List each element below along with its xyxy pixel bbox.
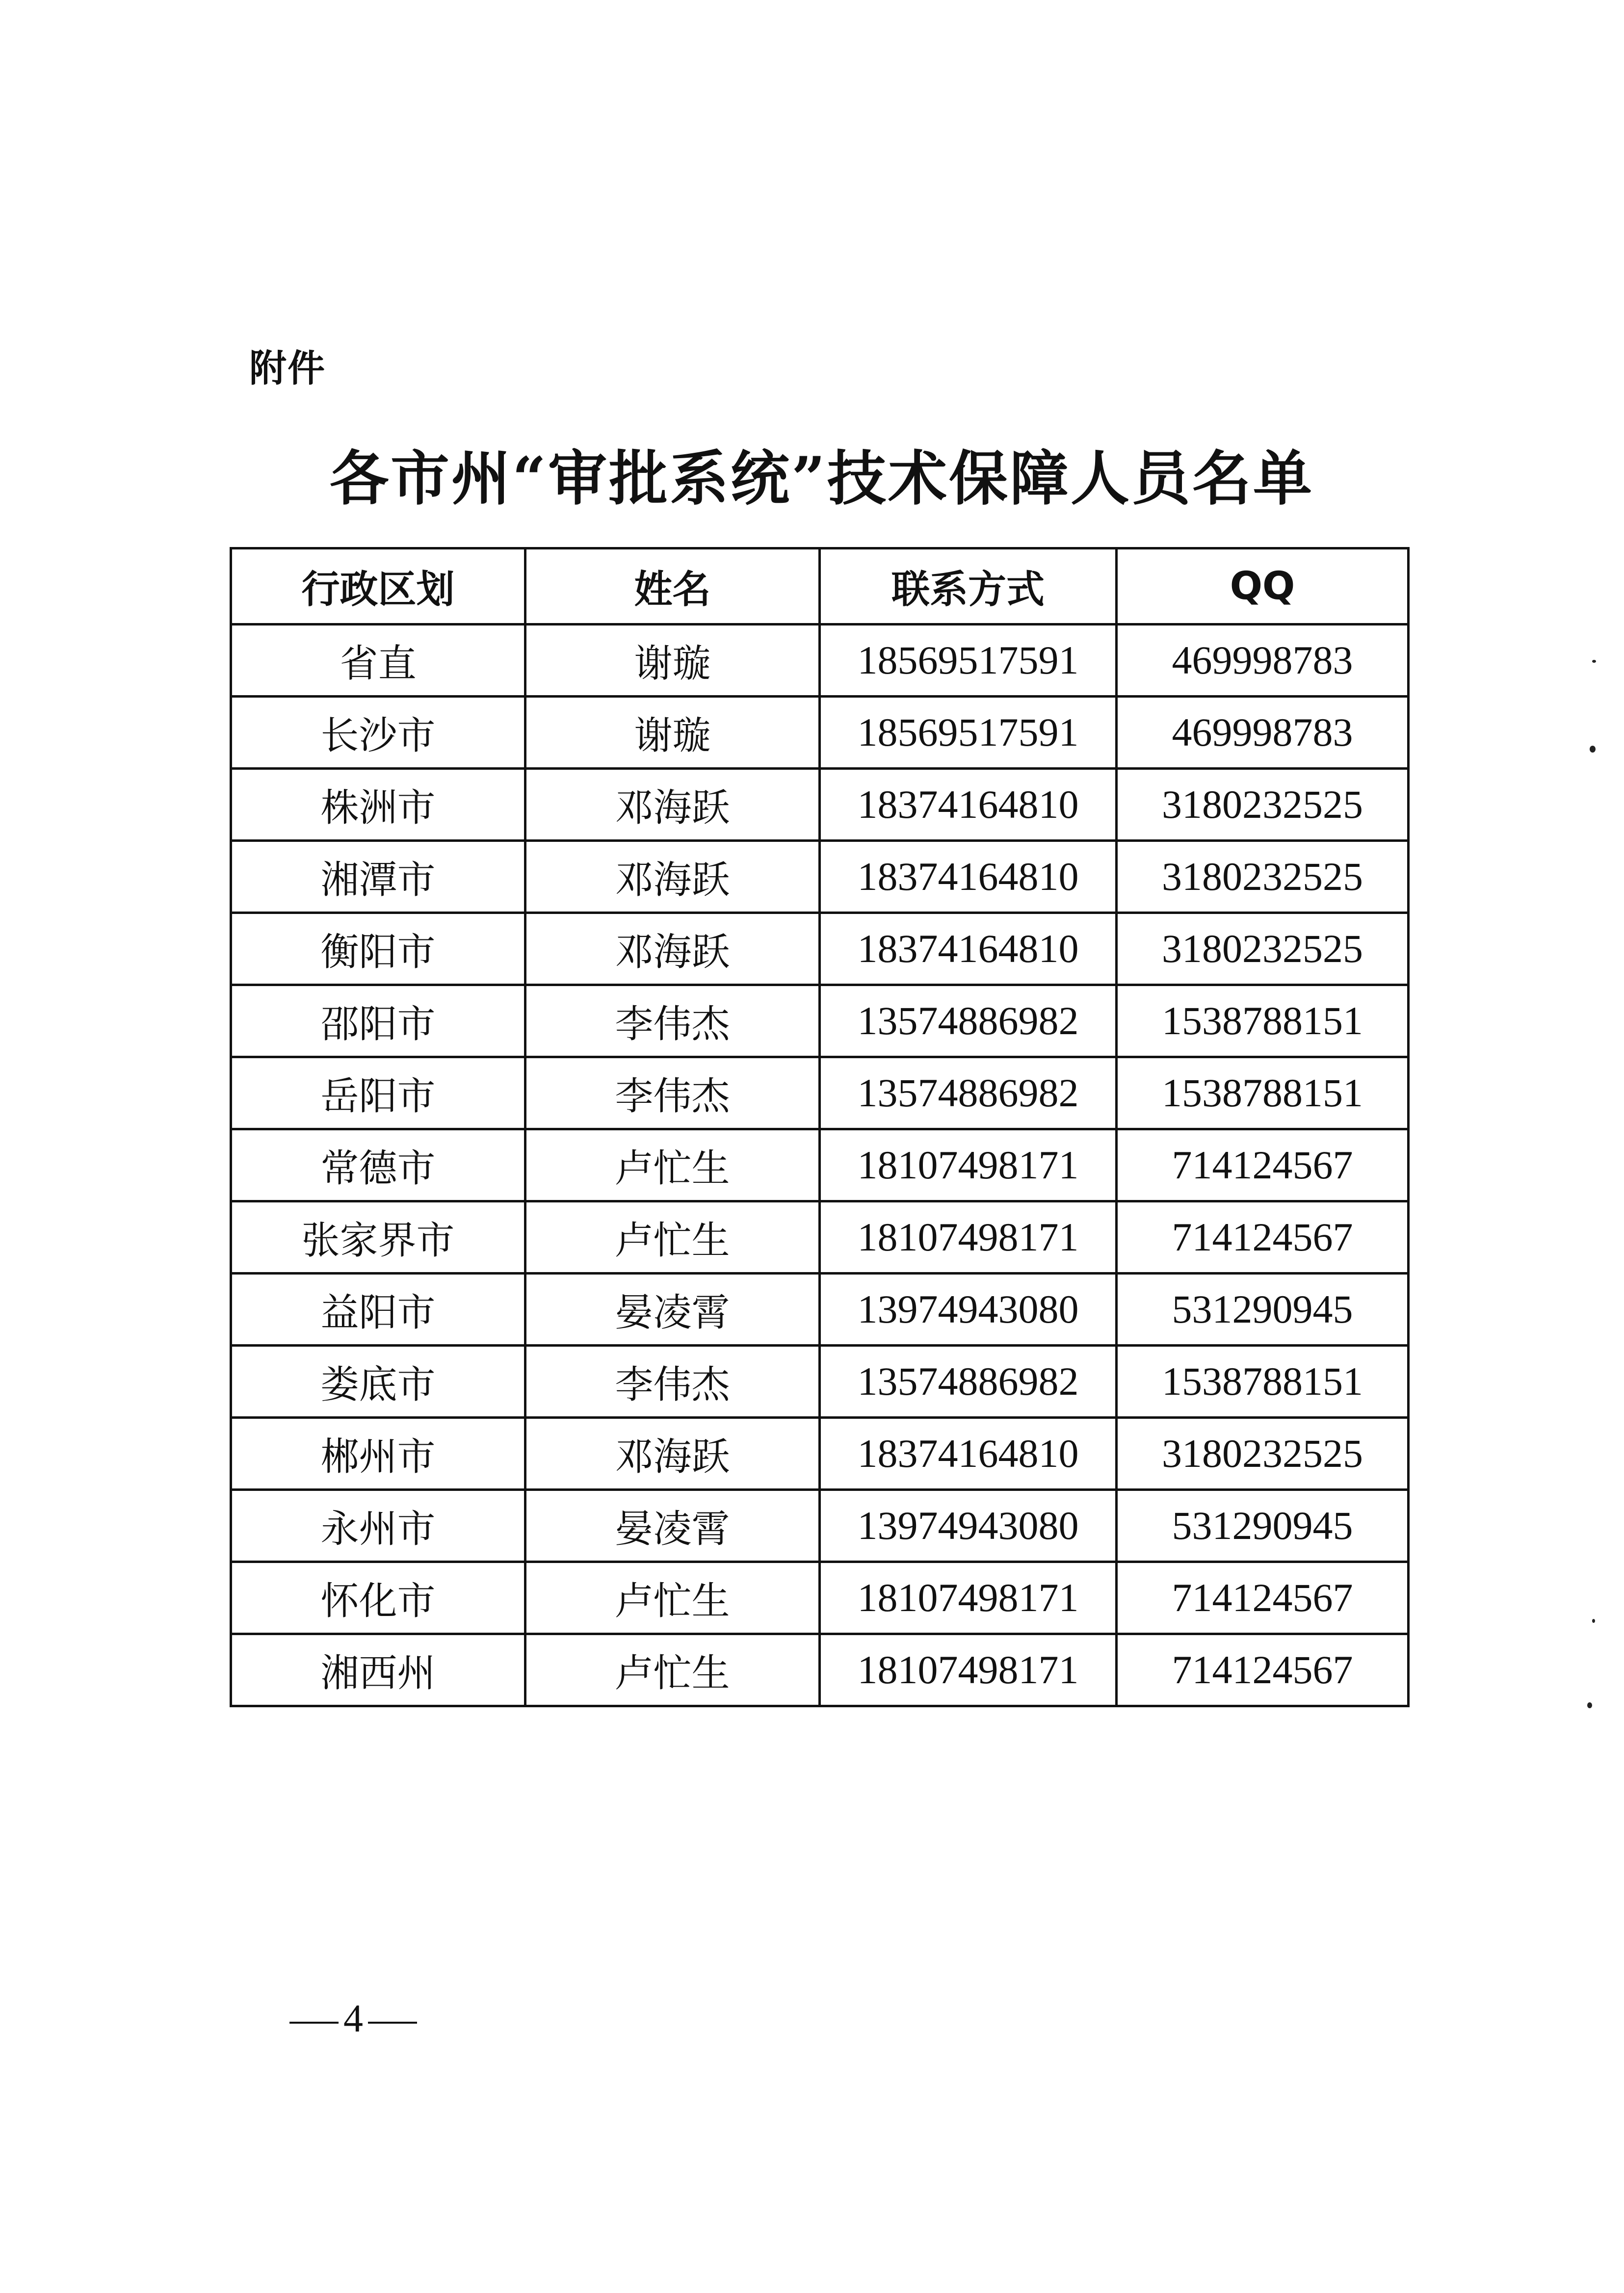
cell-name: 晏凌霄 bbox=[525, 1274, 820, 1346]
table-row bbox=[231, 1057, 1409, 1129]
cell-phone: 13974943080 bbox=[820, 1490, 1117, 1562]
cell-phone: 13574886982 bbox=[820, 1346, 1117, 1418]
cell-region: 益阳市 bbox=[231, 1274, 525, 1346]
cell-region: 衡阳市 bbox=[231, 913, 525, 985]
table-row bbox=[231, 1562, 1409, 1634]
header-contact: 联系方式 bbox=[820, 548, 1117, 625]
cell-region: 常德市 bbox=[231, 1129, 525, 1201]
scan-speck bbox=[1587, 1702, 1592, 1708]
cell-name: 谢璇 bbox=[525, 625, 820, 697]
cell-phone: 13574886982 bbox=[820, 985, 1117, 1057]
cell-region: 娄底市 bbox=[231, 1346, 525, 1418]
cell-name: 邓海跃 bbox=[525, 1418, 820, 1490]
page-number bbox=[285, 1997, 422, 2041]
page-number-dash-right bbox=[368, 2022, 417, 2024]
cell-qq: 1538788151 bbox=[1117, 1346, 1409, 1418]
cell-phone: 13974943080 bbox=[820, 1274, 1117, 1346]
scan-speck bbox=[1592, 1619, 1595, 1623]
cell-name: 卢忙生 bbox=[525, 1201, 820, 1274]
cell-qq: 714124567 bbox=[1117, 1634, 1409, 1706]
cell-qq: 714124567 bbox=[1117, 1129, 1409, 1201]
table-row bbox=[231, 1418, 1409, 1490]
cell-region: 湘西州 bbox=[231, 1634, 525, 1706]
cell-name: 李伟杰 bbox=[525, 985, 820, 1057]
cell-phone: 18107498171 bbox=[820, 1129, 1117, 1201]
cell-name: 谢璇 bbox=[525, 697, 820, 769]
cell-qq: 531290945 bbox=[1117, 1274, 1409, 1346]
cell-name: 邓海跃 bbox=[525, 769, 820, 841]
table-row bbox=[231, 1274, 1409, 1346]
cell-phone: 18374164810 bbox=[820, 913, 1117, 985]
cell-region: 长沙市 bbox=[231, 697, 525, 769]
cell-phone: 18107498171 bbox=[820, 1201, 1117, 1274]
cell-name: 卢忙生 bbox=[525, 1562, 820, 1634]
cell-qq: 3180232525 bbox=[1117, 769, 1409, 841]
document-title: 各市州“审批系统”技术保障人员名单 bbox=[329, 444, 1314, 513]
table-row bbox=[231, 841, 1409, 913]
header-name: 姓名 bbox=[525, 548, 820, 625]
cell-phone: 18107498171 bbox=[820, 1634, 1117, 1706]
page-number-dash-left bbox=[289, 2022, 339, 2024]
cell-region: 湘潭市 bbox=[231, 841, 525, 913]
cell-name: 晏凌霄 bbox=[525, 1490, 820, 1562]
cell-qq: 714124567 bbox=[1117, 1201, 1409, 1274]
cell-qq: 3180232525 bbox=[1117, 913, 1409, 985]
page-number-value: 4 bbox=[343, 1997, 363, 2040]
cell-region: 永州市 bbox=[231, 1490, 525, 1562]
cell-region: 岳阳市 bbox=[231, 1057, 525, 1129]
cell-name: 李伟杰 bbox=[525, 1057, 820, 1129]
cell-phone: 18107498171 bbox=[820, 1562, 1117, 1634]
table-row bbox=[231, 1346, 1409, 1418]
cell-phone: 18374164810 bbox=[820, 1418, 1117, 1490]
cell-region: 怀化市 bbox=[231, 1562, 525, 1634]
cell-qq: 469998783 bbox=[1117, 697, 1409, 769]
cell-phone: 18569517591 bbox=[820, 625, 1117, 697]
cell-qq: 1538788151 bbox=[1117, 985, 1409, 1057]
table-row bbox=[231, 1634, 1409, 1706]
table-row bbox=[231, 697, 1409, 769]
table-row bbox=[231, 1490, 1409, 1562]
cell-region: 省直 bbox=[231, 625, 525, 697]
cell-name: 李伟杰 bbox=[525, 1346, 820, 1418]
cell-qq: 714124567 bbox=[1117, 1562, 1409, 1634]
cell-qq: 3180232525 bbox=[1117, 1418, 1409, 1490]
scan-speck bbox=[1590, 746, 1596, 753]
cell-phone: 18374164810 bbox=[820, 841, 1117, 913]
cell-name: 邓海跃 bbox=[525, 841, 820, 913]
cell-phone: 18569517591 bbox=[820, 697, 1117, 769]
header-qq: QQ bbox=[1117, 548, 1409, 625]
staff-table bbox=[230, 547, 1410, 1707]
table-header-row bbox=[231, 548, 1409, 625]
cell-phone: 18374164810 bbox=[820, 769, 1117, 841]
table-row bbox=[231, 985, 1409, 1057]
table-row bbox=[231, 1201, 1409, 1274]
attachment-label: 附件 bbox=[249, 346, 326, 390]
cell-phone: 13574886982 bbox=[820, 1057, 1117, 1129]
table-row bbox=[231, 625, 1409, 697]
table-row bbox=[231, 913, 1409, 985]
cell-name: 邓海跃 bbox=[525, 913, 820, 985]
table-row bbox=[231, 769, 1409, 841]
table-row bbox=[231, 1129, 1409, 1201]
cell-region: 邵阳市 bbox=[231, 985, 525, 1057]
cell-qq: 531290945 bbox=[1117, 1490, 1409, 1562]
cell-name: 卢忙生 bbox=[525, 1634, 820, 1706]
cell-qq: 469998783 bbox=[1117, 625, 1409, 697]
cell-region: 郴州市 bbox=[231, 1418, 525, 1490]
scan-speck bbox=[1592, 660, 1596, 663]
cell-name: 卢忙生 bbox=[525, 1129, 820, 1201]
cell-qq: 3180232525 bbox=[1117, 841, 1409, 913]
header-region: 行政区划 bbox=[231, 548, 525, 625]
cell-region: 张家界市 bbox=[231, 1201, 525, 1274]
cell-qq: 1538788151 bbox=[1117, 1057, 1409, 1129]
cell-region: 株洲市 bbox=[231, 769, 525, 841]
